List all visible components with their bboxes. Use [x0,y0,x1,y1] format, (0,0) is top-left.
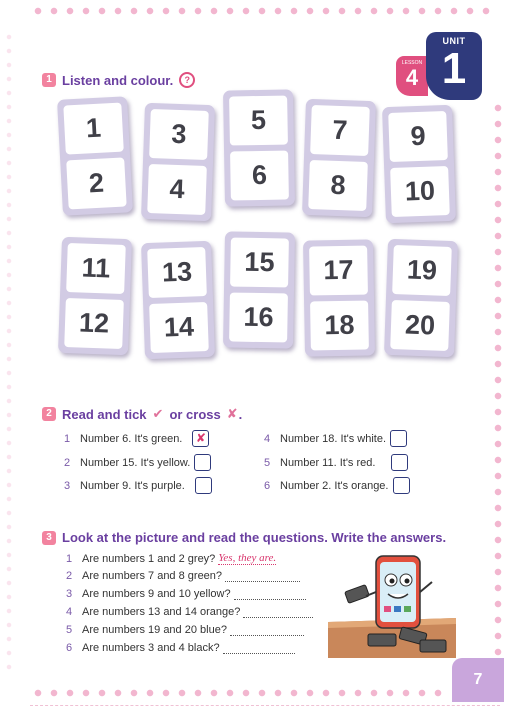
unit-badge [426,32,482,100]
answer-line[interactable] [243,606,313,618]
dotted-border-left [6,30,12,670]
domino-number: 13 [147,247,207,298]
question-text: Are numbers 19 and 20 blue? [82,624,227,636]
dotted-border-top [30,6,490,16]
list-item [264,477,410,494]
held-domino [345,585,370,604]
question-item [66,624,304,636]
activity2-title-part2: or cross [169,406,221,422]
domino-card[interactable] [57,96,133,216]
item-number: 6 [264,479,271,492]
dotted-border-bottom [30,688,450,698]
domino-number: 8 [308,160,368,211]
listen-audio-icon[interactable]: ? [179,72,195,88]
activity2-heading [42,406,242,422]
phone-character-illustration [328,548,456,660]
domino-card[interactable] [384,239,458,357]
question-text: Are numbers 9 and 10 yellow? [82,588,231,600]
item-number: 1 [64,432,71,445]
item-number: 5 [264,456,271,469]
list-item [64,430,209,447]
domino-number: 14 [149,302,209,353]
activity2-number: 2 [42,407,56,421]
question-item [66,642,295,654]
item-text: Number 6. It's green. [80,432,183,445]
activity3-heading [42,530,446,545]
activity1-heading [42,72,195,88]
domino-card[interactable] [302,99,376,217]
item-text: Number 9. It's purple. [80,479,185,492]
question-text: Are numbers 3 and 4 black? [82,642,220,654]
domino-number: 2 [66,157,126,209]
answer-checkbox[interactable] [195,477,212,494]
domino-card[interactable] [223,89,295,206]
question-item [66,588,306,600]
domino-number: 1 [63,103,123,155]
domino-number: 5 [229,96,288,146]
domino-number: 9 [388,111,448,162]
item-text: Number 11. It's red. [280,456,376,469]
unit-number: 1 [441,44,467,93]
domino-number: 20 [390,300,450,351]
item-number: 4 [66,606,73,618]
item-text: Number 18. It's white. [280,432,387,445]
domino-card[interactable] [303,239,375,356]
activity3-number: 3 [42,531,56,545]
tick-icon: ✔ [152,406,164,421]
question-item [66,570,300,582]
answer-checkbox[interactable] [390,430,407,447]
domino-number: 11 [66,243,126,294]
list-item [64,477,212,494]
list-item [264,454,408,471]
domino-number: 18 [310,300,369,350]
domino-number: 15 [230,238,289,288]
domino-card[interactable] [223,231,295,348]
item-number: 1 [66,553,73,565]
lesson-label: LESSON [401,60,423,66]
answer-line[interactable] [234,588,306,600]
answer-checkbox[interactable] [194,454,211,471]
unit-label: UNIT [442,36,466,46]
domino-card[interactable] [141,103,215,221]
activity2-title-part1: Read and tick [62,406,147,422]
activity2-title-end: . [238,406,243,422]
domino-card[interactable] [58,237,132,355]
bottom-divider [30,705,500,706]
item-number: 5 [66,624,73,636]
question-text: Are numbers 7 and 8 green? [82,570,223,582]
example-answer: Yes, they are. [218,552,277,564]
question-text: Are numbers 1 and 2 grey? [82,553,216,565]
page-number: 7 [452,658,504,702]
cross-icon: ✘ [226,406,238,421]
item-number: 3 [64,479,71,492]
activity3-title: Look at the picture and read the questions. Write the answers. [62,530,447,545]
domino-number: 7 [310,105,370,156]
item-number: 4 [264,432,271,445]
domino-number: 6 [230,150,289,200]
answer-checkbox[interactable]: ✘ [192,430,209,447]
domino-card[interactable] [141,241,215,359]
answer-checkbox[interactable] [391,454,408,471]
item-text: Number 15. It's yellow. [80,456,191,469]
answer-line[interactable] [223,642,295,654]
item-number: 2 [66,570,73,582]
domino-number: 3 [149,109,209,160]
lesson-number: 4 [405,65,419,90]
item-text: Number 2. It's orange. [280,479,389,492]
list-item [264,430,407,447]
question-item [66,552,276,565]
list-item [64,454,211,471]
activity1-number: 1 [42,73,56,87]
domino-number: 4 [147,164,207,215]
dotted-border-right [493,100,503,660]
domino-number: 19 [392,245,452,296]
domino-on-table [420,640,446,652]
item-number: 3 [66,588,73,600]
activity1-title: Listen and colour. [62,72,174,88]
domino-number: 17 [309,246,368,296]
item-number: 6 [66,642,73,654]
domino-number: 16 [229,292,288,342]
domino-number: 12 [64,298,124,349]
item-number: 2 [64,456,71,469]
domino-on-table [368,634,396,646]
answer-checkbox[interactable] [393,477,410,494]
domino-number: 10 [390,166,450,217]
answer-line[interactable] [230,624,304,636]
answer-line[interactable] [225,570,300,582]
question-text: Are numbers 13 and 14 orange? [82,606,241,618]
domino-card[interactable] [382,105,456,223]
question-item [66,606,313,618]
lesson-badge [396,56,428,96]
